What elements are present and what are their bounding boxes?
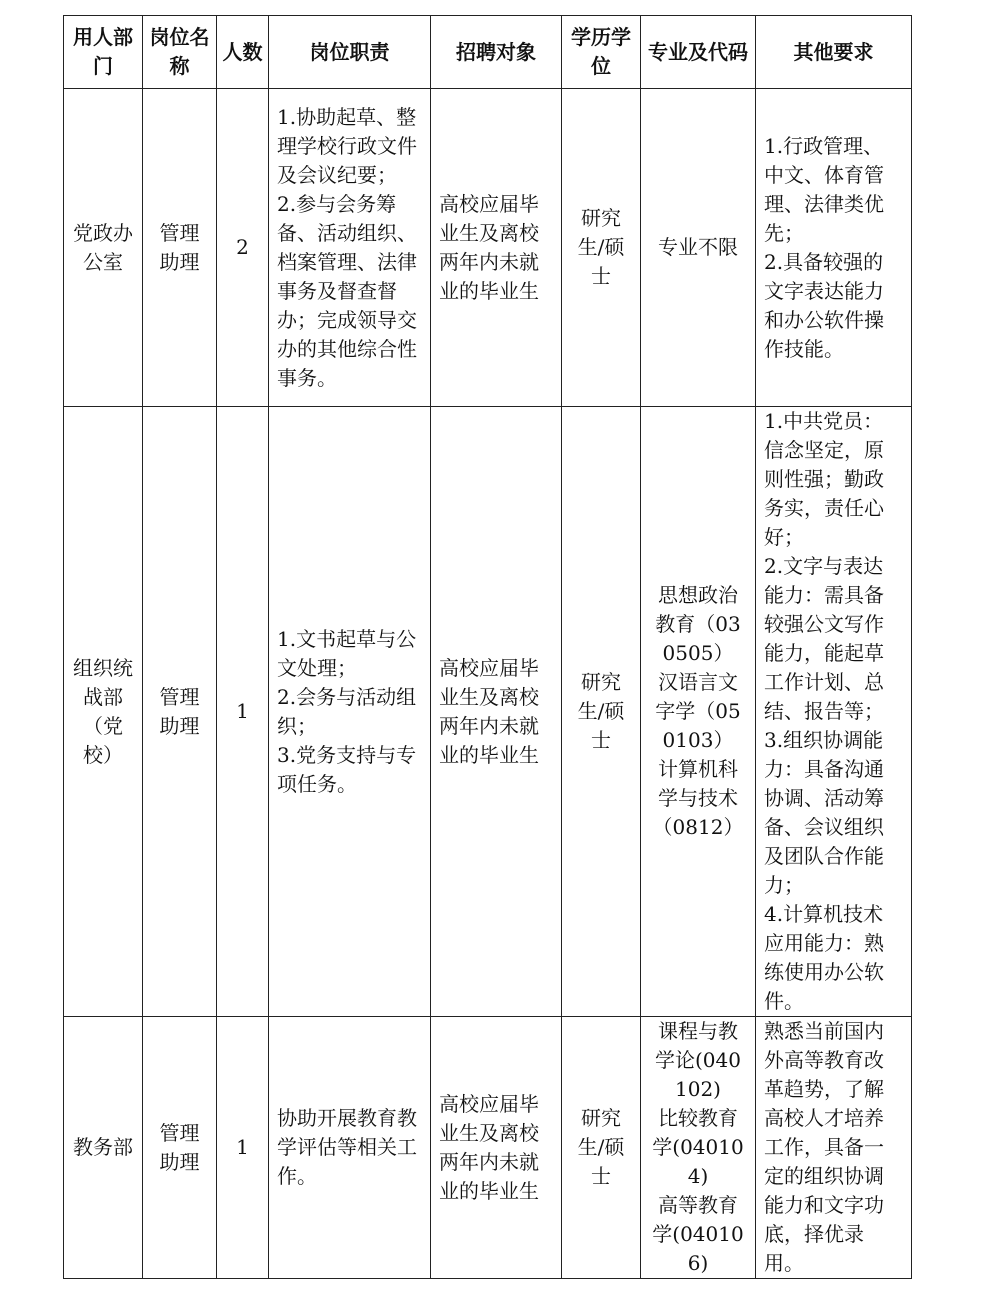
degree-cell: 研究生/硕士 xyxy=(562,407,641,1017)
requirement-item: 4.计算机技术应用能力：熟练使用办公软件。 xyxy=(764,902,884,1013)
duty-item: 2.参与会务筹备、活动组织、档案管理、法律事务及督查督办；完成领导交办的其他综合性事务。 xyxy=(277,191,417,390)
duty-item: 1.文书起草与公文处理； xyxy=(277,626,417,680)
requirements-cell xyxy=(756,407,912,1017)
requirement-item: 2.具备较强的文字表达能力和办公软件操作技能。 xyxy=(764,249,884,361)
requirement-item: 1.行政管理、中文、体育管理、法律类优先； xyxy=(764,133,884,245)
header-degree: 学历学位 xyxy=(562,16,641,89)
table-row xyxy=(64,407,912,1017)
duty-item: 协助开展教育教学评估等相关工作。 xyxy=(277,1106,417,1188)
header-duties: 岗位职责 xyxy=(269,16,431,89)
count-cell: 1 xyxy=(217,1017,269,1279)
table-row xyxy=(64,89,912,407)
major-item: 思想政治教育（030505） xyxy=(655,583,741,665)
duties-cell xyxy=(269,89,431,407)
requirements-cell xyxy=(756,89,912,407)
duties-cell xyxy=(269,1017,431,1279)
target-cell: 高校应届毕业生及离校两年内未就业的毕业生 xyxy=(431,89,562,407)
requirement-item: 2.文字与表达能力：需具备较强公文写作能力，能起草工作计划、总结、报告等； xyxy=(764,554,884,723)
majors-cell xyxy=(641,407,756,1017)
header-position: 岗位名称 xyxy=(143,16,217,89)
requirement-item: 1.中共党员：信念坚定，原则性强；勤政务实，责任心好； xyxy=(764,409,884,549)
position-cell: 管理助理 xyxy=(143,89,217,407)
header-majors: 专业及代码 xyxy=(641,16,756,89)
header-requirements: 其他要求 xyxy=(756,16,912,89)
degree-cell: 研究生/硕士 xyxy=(562,1017,641,1279)
major-item: 课程与教学论(040102) xyxy=(655,1019,741,1101)
requirement-item: 熟悉当前国内外高等教育改革趋势，了解高校人才培养工作，具备一定的组织协调能力和文字功底，择优录用。 xyxy=(764,1019,884,1275)
table-row xyxy=(64,1017,912,1279)
majors-cell xyxy=(641,89,756,407)
majors-cell xyxy=(641,1017,756,1279)
target-cell: 高校应届毕业生及离校两年内未就业的毕业生 xyxy=(431,1017,562,1279)
duties-cell xyxy=(269,407,431,1017)
duty-item: 3.党务支持与专项任务。 xyxy=(277,742,417,796)
count-cell: 1 xyxy=(217,407,269,1017)
major-item: 计算机科学与技术（0812） xyxy=(652,757,744,839)
recruitment-table xyxy=(63,15,912,1279)
duty-item: 1.协助起草、整理学校行政文件及会议纪要； xyxy=(277,104,417,187)
department-cell: 组织统战部（党校） xyxy=(64,407,143,1017)
requirements-cell xyxy=(756,1017,912,1279)
department-cell: 党政办公室 xyxy=(64,89,143,407)
department-cell: 教务部 xyxy=(64,1017,143,1279)
target-cell: 高校应届毕业生及离校两年内未就业的毕业生 xyxy=(431,407,562,1017)
duty-item: 2.会务与活动组织； xyxy=(277,684,417,738)
major-item: 专业不限 xyxy=(658,235,738,259)
major-item: 高等教育学(040106) xyxy=(652,1193,744,1275)
header-department: 用人部门 xyxy=(64,16,143,89)
header-target: 招聘对象 xyxy=(431,16,562,89)
header-row xyxy=(64,16,912,89)
header-count: 人数 xyxy=(217,16,269,89)
count-cell: 2 xyxy=(217,89,269,407)
major-item: 汉语言文字学（050103） xyxy=(655,670,741,752)
degree-cell: 研究生/硕士 xyxy=(562,89,641,407)
position-cell: 管理助理 xyxy=(143,407,217,1017)
position-cell: 管理助理 xyxy=(143,1017,217,1279)
major-item: 比较教育学(040104) xyxy=(652,1106,744,1188)
requirement-item: 3.组织协调能力：具备沟通协调、活动筹备、会议组织及团队合作能力； xyxy=(764,728,884,897)
